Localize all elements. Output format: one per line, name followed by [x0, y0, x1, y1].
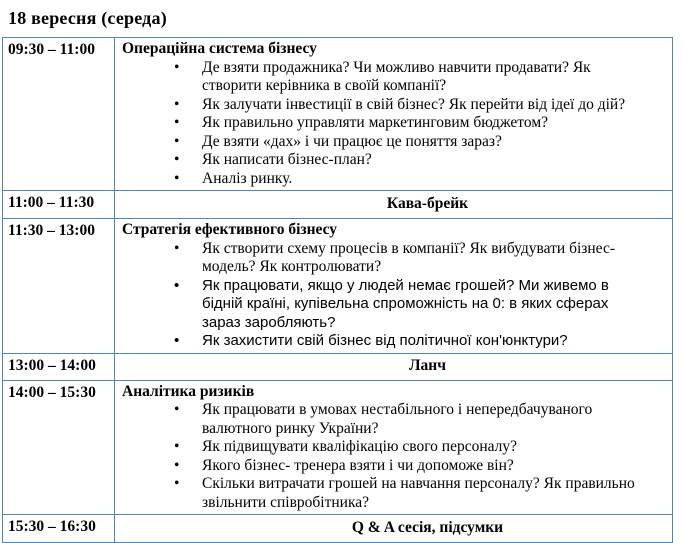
schedule-row [3, 219, 673, 354]
schedule-row [3, 353, 673, 380]
schedule-row [3, 38, 673, 191]
agenda-bullet: • Аналіз ринку. [202, 170, 648, 189]
time-slot: 11:00 – 11:30 [3, 191, 115, 219]
agenda-bullet: • Скільки витрачати грошей на навчання персоналу? Як правильно звільнити співробітника? [202, 475, 648, 512]
session-bullet-list [122, 401, 648, 512]
time-slot: 14:00 – 15:30 [3, 380, 115, 515]
agenda-bullet: • Якого бізнес- тренера взяти і чи допоможе він? [202, 457, 648, 476]
time-slot: 15:30 – 16:30 [3, 515, 115, 543]
agenda-bullet: • Як написати бізнес-план? [202, 151, 648, 170]
session-cell [115, 219, 673, 354]
agenda-bullet: • Де взяти продажника? Чи можливо навчити продавати? Як створити керівника в своїй компанії? [202, 59, 648, 96]
agenda-bullet: • Як працювати, якщо у людей немає грошей? Ми живемо в бідній країні, купівельна спроможність на 0: в яких сферах зараз заробляють? [202, 277, 648, 333]
agenda-bullet: • Як правильно управляти маркетинговим бюджетом? [202, 114, 648, 133]
session-heading: Аналітика ризиків [122, 382, 255, 400]
schedule-table [2, 37, 673, 543]
agenda-bullet: • Як залучати інвестиції в свій бізнес? Як перейти від ідеї до дій? [202, 96, 648, 115]
agenda-bullet: • Як працювати в умовах нестабільного і непередбачуваного валютного ринку України? [202, 401, 648, 438]
session-cell [115, 38, 673, 191]
session-heading: Операційна система бізнесу [122, 40, 317, 57]
session-cell [115, 380, 673, 515]
time-slot: 09:30 – 11:00 [3, 38, 115, 191]
time-slot: 13:00 – 14:00 [3, 353, 115, 380]
agenda-bullet: • Як захистити свій бізнес від політичної кон'юнктури? [202, 332, 648, 351]
schedule-row [3, 515, 673, 543]
session-heading: Стратегія ефективного бізнесу [122, 221, 338, 238]
agenda-bullet: • Як створити схему процесів в компанії? Як вибудувати бізнес-модель? Як контролювати? [202, 240, 648, 277]
schedule-row [3, 191, 673, 219]
session-bullet-list [122, 59, 648, 189]
session-bullet-list [122, 240, 648, 351]
schedule-row [3, 380, 673, 515]
break-label: Ланч [115, 353, 673, 380]
agenda-bullet: • Як підвищувати кваліфікацію свого персоналу? [202, 438, 648, 457]
document-title: 18 вересня (середа) [8, 8, 167, 28]
time-slot: 11:30 – 13:00 [3, 219, 115, 354]
break-label: Кава-брейк [115, 191, 673, 219]
agenda-bullet: • Де взяти «дах» і чи працює це поняття зараз? [202, 133, 648, 152]
break-label: Q & A сесія, підсумки [115, 515, 673, 543]
